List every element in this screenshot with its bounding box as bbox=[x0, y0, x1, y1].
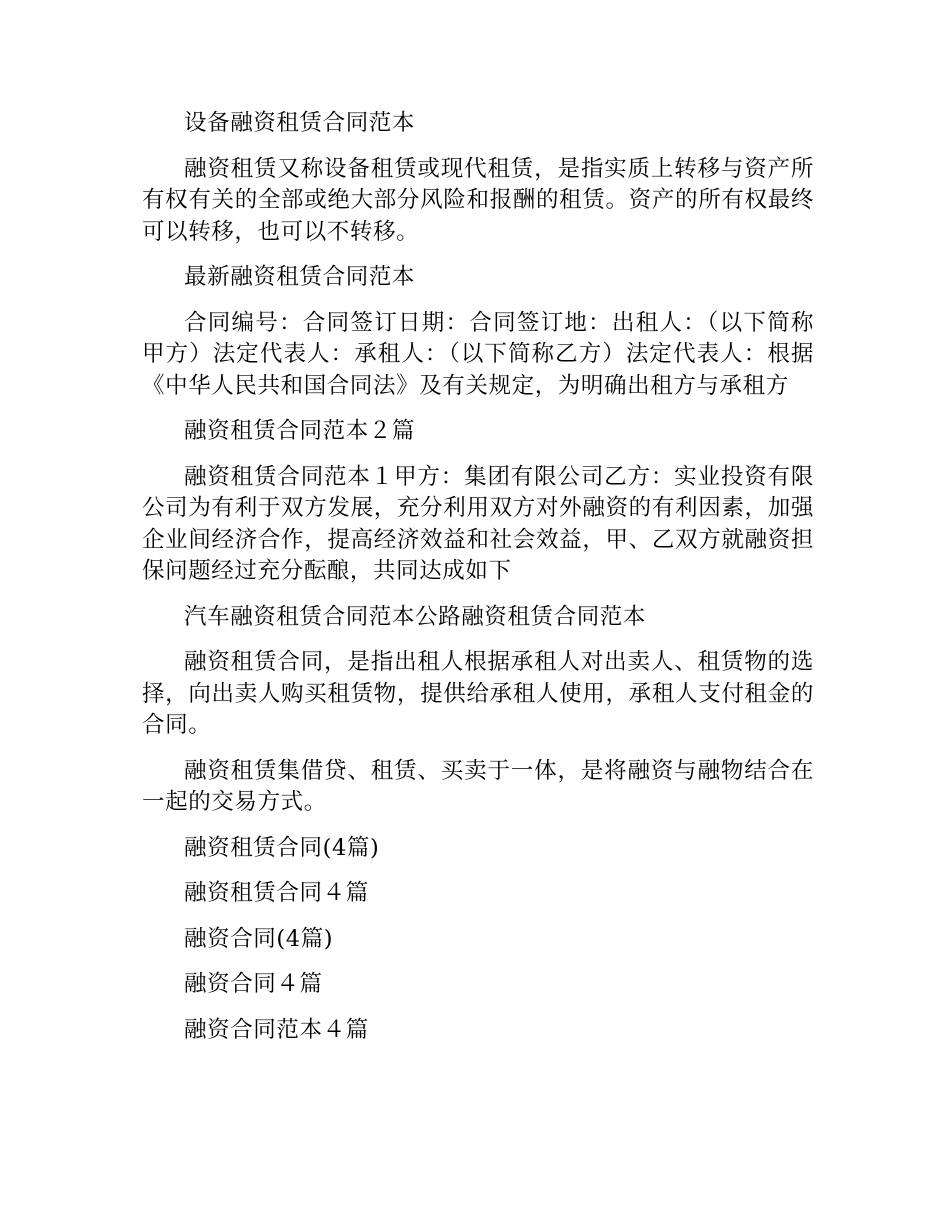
paragraph: 合同编号：合同签订日期：合同签订地：出租人：（以下简称甲方）法定代表人：承租人：（以下简称乙方）法定代表人：根据《中华人民共和国合同法》及有关规定，为明确出租方与承租方 bbox=[142, 309, 814, 399]
section-heading: 融资租赁合同范本２篇 bbox=[184, 418, 416, 444]
paragraph: 融资租赁合同，是指出租人根据承租人对出卖人、租赁物的选择，向出卖人购买租赁物，提供给承租人使用，承租人支付租金的合同。 bbox=[142, 649, 814, 738]
section-heading: 汽车融资租赁合同范本公路融资租赁合同范本 bbox=[184, 603, 647, 630]
list-item: 融资合同４篇 bbox=[184, 971, 323, 997]
paragraph: 融资租赁合同范本１甲方：集团有限公司乙方：实业投资有限公司为有利于双方发展，充分利用双方对外融资的有利因素，加强企业间经济合作，提高经济效益和社会效益，甲、乙双方就融资担保问题经过充分酝酿，共同达成如下 bbox=[142, 463, 814, 584]
paragraph: 融资租赁又称设备租赁或现代租赁，是指实质上转移与资产所有权有关的全部或绝大部分风险和报酬的租赁。资产的所有权最终可以转移，也可以不转移。 bbox=[142, 155, 814, 245]
list-item: 融资合同范本４篇 bbox=[184, 1016, 369, 1043]
document-body bbox=[142, 108, 814, 1046]
list-item: 融资合同(4篇) bbox=[184, 925, 334, 952]
paragraph: 融资租赁集借贷、租赁、买卖于一体，是将融资与融物结合在一起的交易方式。 bbox=[142, 757, 814, 815]
list-item: 融资租赁合同(4篇) bbox=[184, 834, 380, 861]
document-title: 设备融资租赁合同范本 bbox=[184, 110, 416, 136]
section-heading: 最新融资租赁合同范本 bbox=[184, 264, 416, 290]
list-item: 融资租赁合同４篇 bbox=[184, 880, 369, 906]
